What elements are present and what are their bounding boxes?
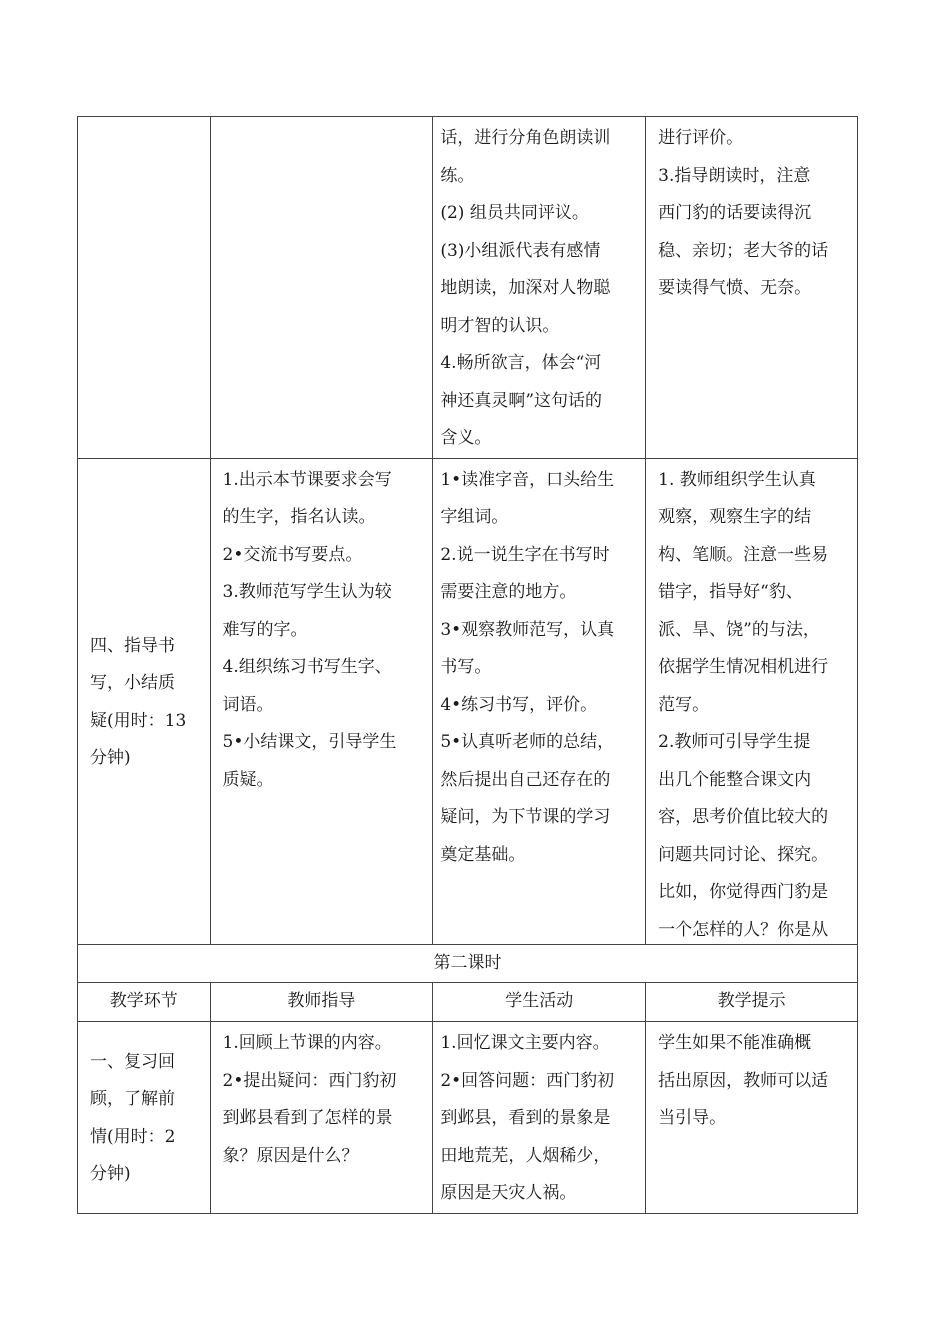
stage-cell-continued bbox=[78, 117, 211, 459]
cell-text-line: 分钟) bbox=[90, 748, 131, 768]
cell-text-line: 学生如果不能准确概 bbox=[658, 1033, 812, 1053]
cell-text-line: 练。 bbox=[440, 165, 475, 186]
student-cell-one bbox=[433, 1022, 646, 1214]
cell-text-line: 构、笔顺。注意一些易 bbox=[658, 544, 829, 565]
tips-cell-one bbox=[646, 1022, 858, 1214]
cell-text-line: 2.教师可引导学生提 bbox=[658, 732, 811, 752]
cell-text-line: 字组词。 bbox=[440, 507, 509, 527]
cell-text-line: 神还真灵啊”这句话的 bbox=[440, 390, 603, 411]
cell-text-line: 3.教师范写学生认为较 bbox=[222, 582, 392, 602]
section-title: 第二课时 bbox=[78, 944, 858, 983]
cell-text-line: 难写的字。 bbox=[222, 619, 308, 640]
stage-cell-one bbox=[78, 1022, 211, 1214]
cell-text-line: 3.指导朗读时，注意 bbox=[658, 165, 811, 186]
cell-text-line: (3)小组派代表有感情 bbox=[440, 240, 601, 261]
cell-text-line: 疑(用时：13 bbox=[90, 710, 187, 731]
cell-text-line: 词语。 bbox=[222, 694, 274, 715]
cell-text-line: 明才智的认识。 bbox=[440, 315, 560, 336]
cell-text-line: 错字，指导好“豹、 bbox=[658, 582, 803, 602]
cell-text-line: 4.畅所欲言，体会“河 bbox=[440, 353, 602, 373]
cell-text-line: 1.回忆课文主要内容。 bbox=[440, 1033, 610, 1053]
cell-text-line: 要读得气愤、无奈。 bbox=[658, 278, 812, 298]
cell-text-line: 顾，了解前 bbox=[90, 1089, 175, 1110]
cell-text-line: 稳、亲切；老大爷的话 bbox=[658, 240, 829, 261]
cell-text-line: 需要注意的地方。 bbox=[440, 582, 577, 602]
header-student: 学生活动 bbox=[433, 983, 646, 1022]
cell-text-line: 田地荒芜，人烟稀少， bbox=[440, 1145, 611, 1166]
cell-text-line: 括出原因，教师可以适 bbox=[658, 1070, 829, 1091]
table-row-stage-four bbox=[78, 458, 858, 944]
cell-text-line: 1. 教师组织学生认真 bbox=[658, 469, 816, 490]
cell-text-line: 4•练习书写，评价。 bbox=[440, 694, 598, 715]
cell-text-line: 出几个能整合课文内 bbox=[658, 769, 812, 790]
header-row bbox=[78, 983, 858, 1022]
cell-text-line: 4.组织练习书写生字、 bbox=[222, 657, 392, 677]
table-row-continued bbox=[78, 117, 858, 459]
cell-text-line: 含义。 bbox=[440, 428, 492, 448]
cell-text-line: 进行评价。 bbox=[658, 128, 744, 148]
cell-text-line: 疑问，为下节课的学习 bbox=[440, 807, 611, 827]
cell-text-line: 质疑。 bbox=[222, 769, 274, 790]
header-tips: 教学提示 bbox=[646, 983, 858, 1022]
cell-text-line: 5•认真听老师的总结， bbox=[440, 732, 615, 752]
cell-text-line: 书写。 bbox=[440, 657, 492, 677]
cell-text-line: 2•提出疑问：西门豹初 bbox=[222, 1070, 397, 1091]
table-row-stage-one bbox=[78, 1022, 858, 1214]
teacher-cell-one bbox=[210, 1022, 433, 1214]
cell-text-line: 象？原因是什么？ bbox=[222, 1145, 359, 1166]
cell-text-line: 话，进行分角色朗读训 bbox=[440, 128, 611, 148]
cell-text-line: (2) 组员共同评议。 bbox=[440, 203, 589, 223]
cell-text-line: 3•观察教师范写，认真 bbox=[440, 619, 615, 640]
cell-text-line: 四、指导书 bbox=[90, 635, 175, 656]
cell-text-line: 到邺县看到了怎样的景 bbox=[222, 1108, 393, 1128]
cell-text-line: 派、旱、饶”的与法， bbox=[658, 619, 820, 640]
cell-text-line: 地朗读，加深对人物聪 bbox=[440, 278, 611, 298]
cell-text-line: 情(用时：2 bbox=[90, 1126, 176, 1147]
cell-text-line: 范写。 bbox=[658, 694, 710, 715]
section-title-row bbox=[78, 944, 858, 983]
cell-text-line: 容，思考价值比较大的 bbox=[658, 807, 829, 827]
cell-text-line: 2•回答问题：西门豹初 bbox=[440, 1070, 615, 1091]
cell-text-line: 一个怎样的人？你是从 bbox=[658, 919, 829, 940]
cell-text-line: 1.出示本节课要求会写 bbox=[222, 469, 392, 490]
cell-text-line: 分钟) bbox=[90, 1164, 131, 1185]
cell-text-line: 的生字，指名认读。 bbox=[222, 507, 376, 527]
teacher-cell-four bbox=[210, 458, 433, 944]
cell-text-line: 当引导。 bbox=[658, 1108, 727, 1128]
cell-text-line: 一、复习回 bbox=[90, 1051, 175, 1072]
tips-cell-continued bbox=[646, 117, 858, 459]
cell-text-line: 2.说一说生字在书写时 bbox=[440, 544, 610, 565]
cell-text-line: 写，小结质 bbox=[90, 673, 175, 693]
cell-text-line: 奠定基础。 bbox=[440, 844, 526, 865]
student-cell-four bbox=[433, 458, 646, 944]
cell-text-line: 到邺县，看到的景象是 bbox=[440, 1108, 611, 1128]
cell-text-line: 问题共同讨论、探究。 bbox=[658, 844, 829, 865]
cell-text-line: 1.回顾上节课的内容。 bbox=[222, 1033, 392, 1053]
header-stage: 教学环节 bbox=[78, 983, 211, 1022]
cell-text-line: 然后提出自己还存在的 bbox=[440, 769, 611, 790]
cell-text-line: 西门豹的话要读得沉 bbox=[658, 203, 812, 223]
cell-text-line: 比如，你觉得西门豹是 bbox=[658, 882, 829, 902]
header-teacher: 教师指导 bbox=[210, 983, 433, 1022]
cell-text-line: 1•读准字音，口头给生 bbox=[440, 469, 615, 490]
cell-text-line: 依据学生情况相机进行 bbox=[658, 657, 829, 677]
cell-text-line: 原因是天灾人祸。 bbox=[440, 1183, 577, 1203]
stage-cell-four bbox=[78, 458, 211, 944]
teacher-cell-continued bbox=[210, 117, 433, 459]
lesson-plan-table bbox=[77, 116, 858, 1214]
student-cell-continued bbox=[433, 117, 646, 459]
cell-text-line: 观察，观察生字的结 bbox=[658, 507, 812, 527]
cell-text-line: 2•交流书写要点。 bbox=[222, 544, 363, 565]
tips-cell-four bbox=[646, 458, 858, 944]
cell-text-line: 5•小结课文，引导学生 bbox=[222, 732, 397, 752]
